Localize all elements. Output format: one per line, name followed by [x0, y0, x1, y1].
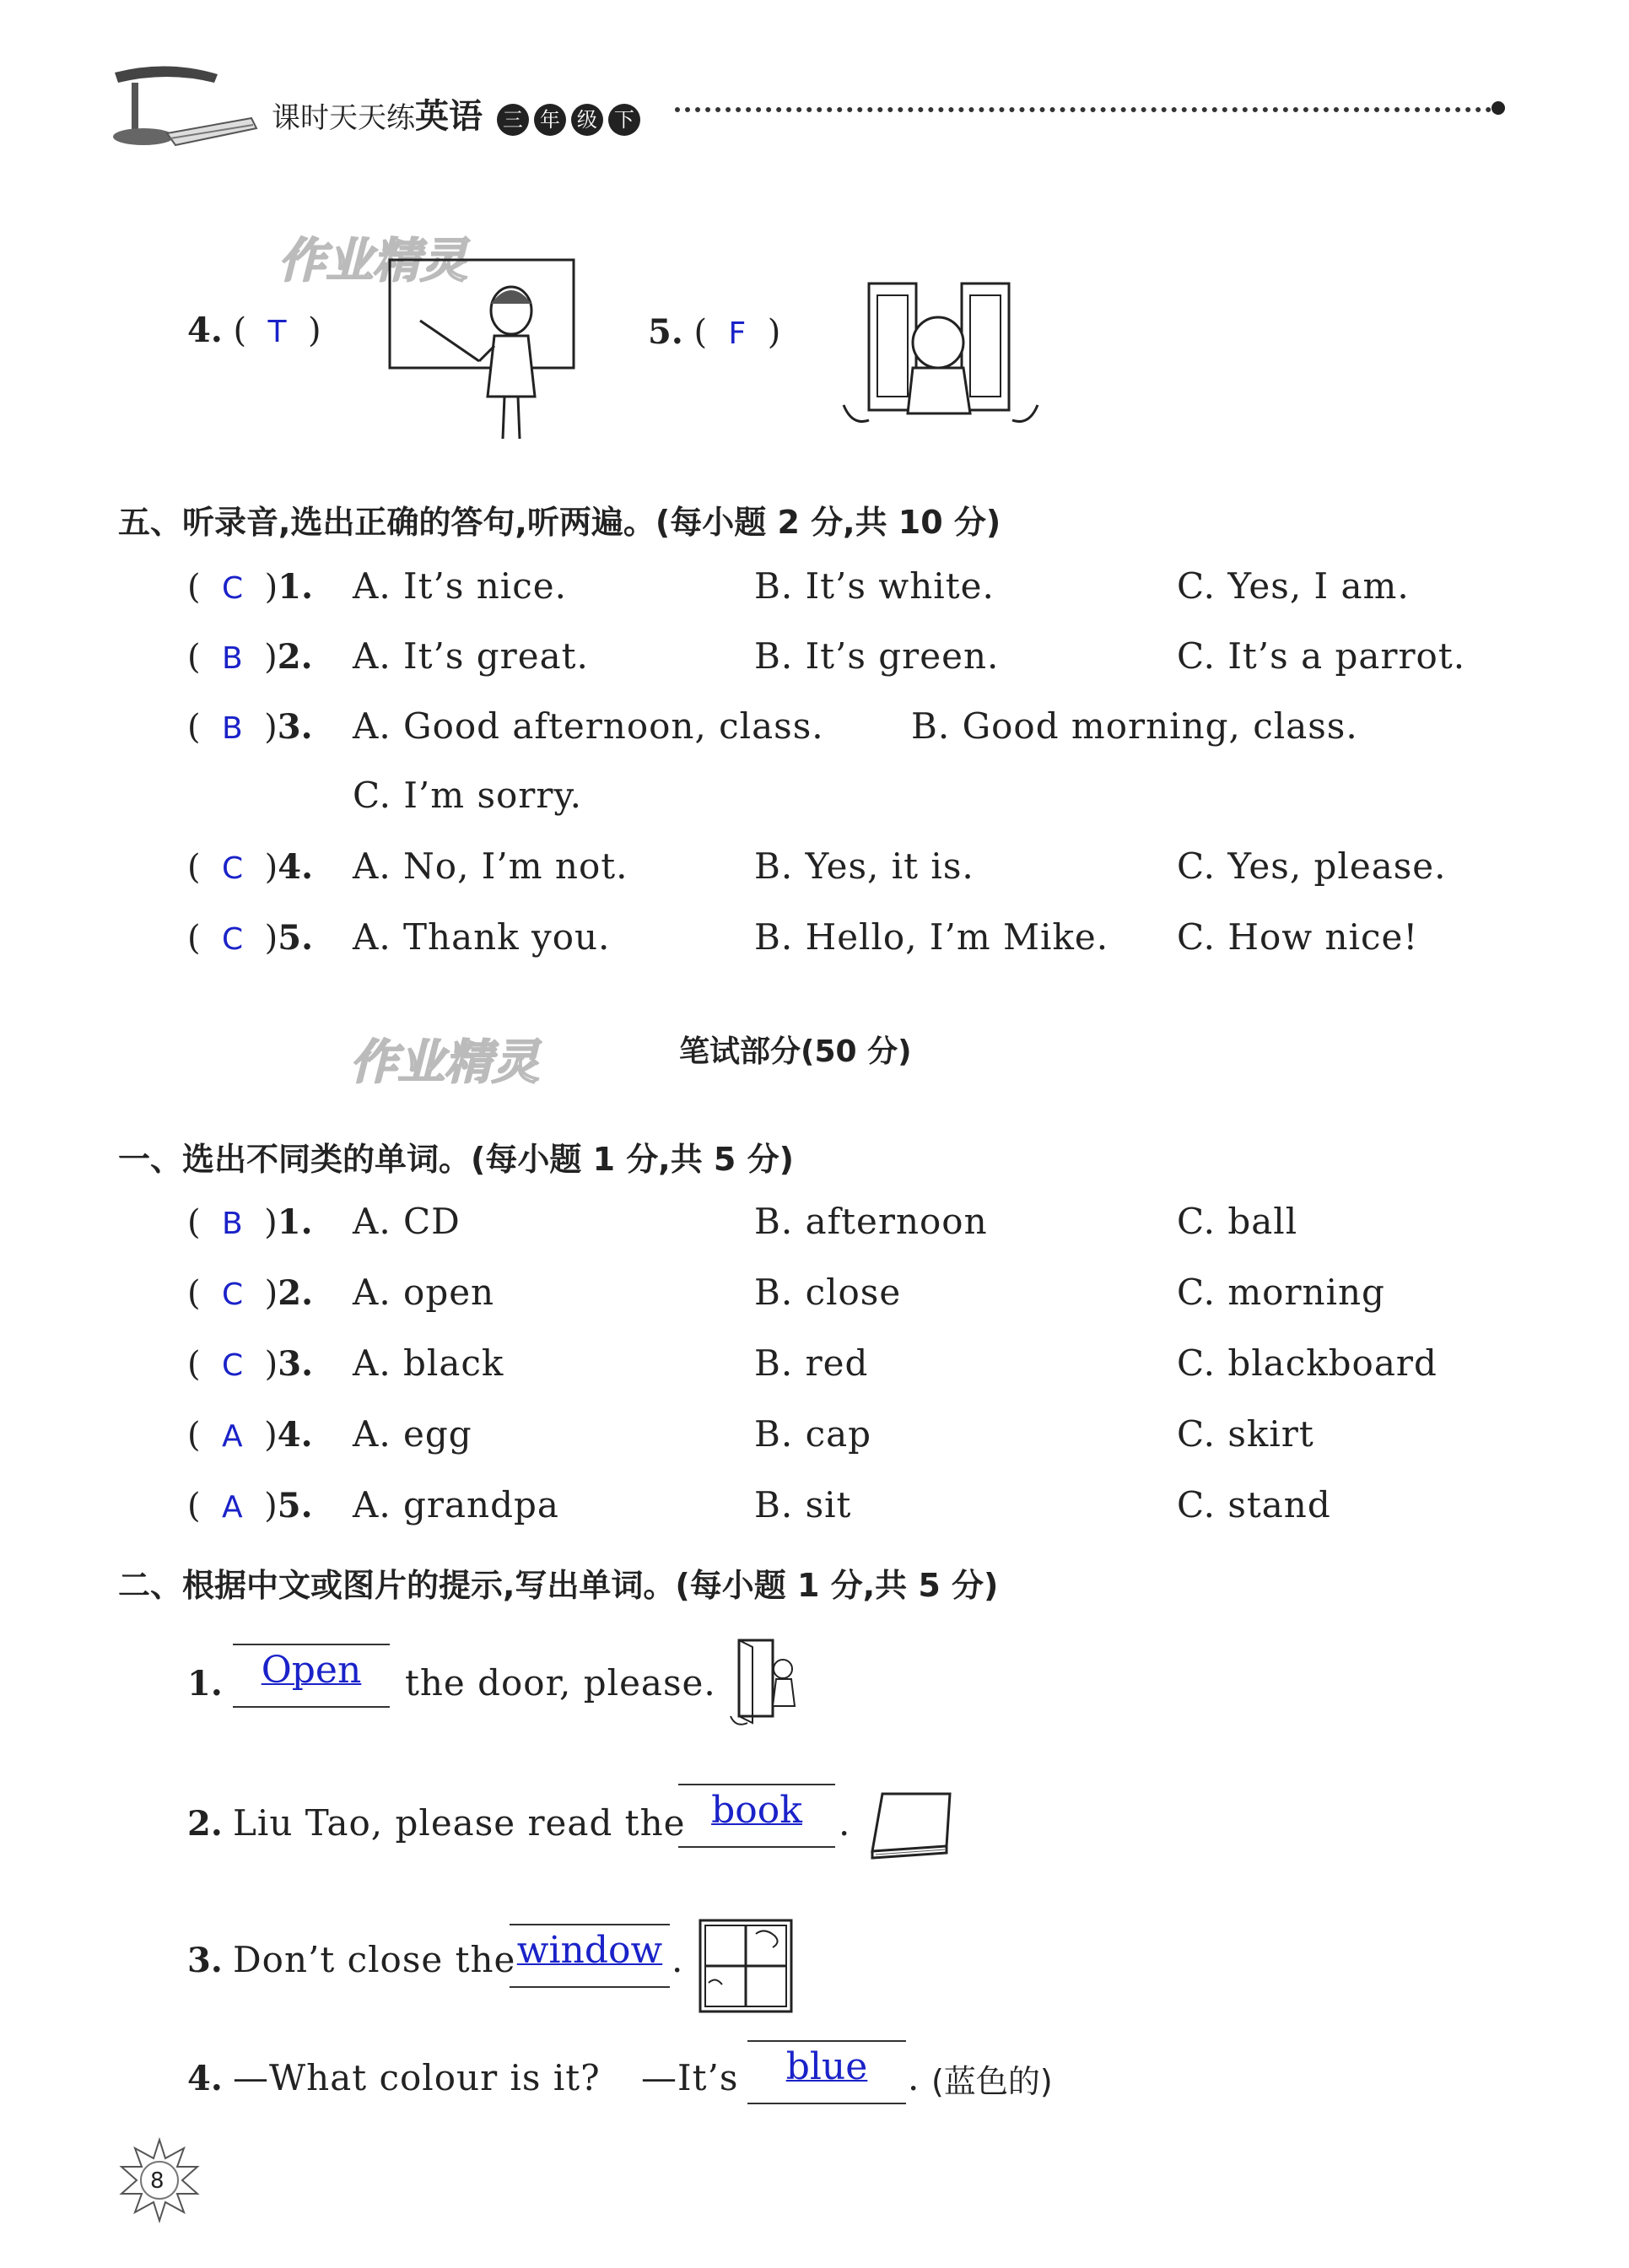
section2-item-4-question: —What colour is it?	[233, 2057, 601, 2098]
section2-item-1-number: 1.	[187, 1664, 223, 1704]
section2-title: 二、根据中文或图片的提示,写出单词。(每小题 1 分,共 5 分)	[118, 1567, 999, 1604]
answer-blank[interactable]: C	[222, 571, 244, 606]
answer-blank[interactable]: B	[222, 711, 243, 746]
section2-item-1-text: the door, please.	[405, 1662, 716, 1704]
answer-blank[interactable]: B	[222, 641, 243, 676]
section2-item-4-number: 4.	[187, 2059, 223, 2098]
header-title: 课时天天练英语 三 年 级 下	[272, 89, 640, 138]
answer-blank[interactable]: C	[222, 851, 244, 886]
answer-blank[interactable]: C	[222, 1277, 244, 1312]
section5-title: 五、听录音,选出正确的答句,听两遍。(每小题 2 分,共 10 分)	[118, 504, 1001, 541]
section2-item-2-end: .	[839, 1802, 851, 1844]
boy-window-picture	[835, 278, 1046, 430]
section2-item-2-number: 2.	[187, 1804, 223, 1844]
section2-item-2-text: Liu Tao, please read the	[233, 1802, 686, 1844]
teacher-blackboard-picture	[386, 253, 580, 456]
answer-blank[interactable]: A	[222, 1490, 243, 1525]
answer-blank-open[interactable]: Open	[233, 1644, 390, 1711]
answer-blank[interactable]: C	[222, 1348, 244, 1383]
section2-item-3-end: .	[672, 1939, 684, 1980]
section2-item-4-response: —It’s	[641, 2057, 739, 2098]
section1-title: 一、选出不同类的单词。(每小题 1 分,共 5 分)	[118, 1141, 794, 1178]
watermark-middle: 作业精灵	[350, 1035, 539, 1090]
top-item-4: 4. ( T )	[187, 310, 321, 350]
top-item-5: 5. ( F )	[648, 312, 781, 352]
header-dotted-rule	[675, 107, 1502, 112]
answer-blank[interactable]: B	[222, 1207, 243, 1241]
section2-item-4-end: .	[908, 2057, 920, 2098]
answer-blank-blue[interactable]: blue	[747, 2040, 906, 2108]
section2-item-4-hint: (蓝色的)	[931, 2063, 1053, 2100]
watermark-top: 作业精灵	[278, 234, 467, 289]
page-number: 8	[150, 2168, 165, 2194]
book-picture	[866, 1787, 955, 1863]
door-picture	[727, 1635, 812, 1728]
answer-blank[interactable]: C	[222, 922, 244, 957]
header-lamp-illustration	[108, 59, 260, 152]
section2-item-3-text: Don’t close the	[233, 1939, 516, 1980]
window-picture	[697, 1917, 795, 2015]
answer-blank-window[interactable]: window	[510, 1924, 670, 1991]
answer-blank-book[interactable]: book	[678, 1784, 835, 1851]
section2-item-3-number: 3.	[187, 1941, 223, 1980]
written-part-heading: 笔试部分(50 分)	[679, 1034, 912, 1069]
answer-blank[interactable]: A	[222, 1419, 243, 1454]
header-end-dot	[1491, 101, 1505, 115]
